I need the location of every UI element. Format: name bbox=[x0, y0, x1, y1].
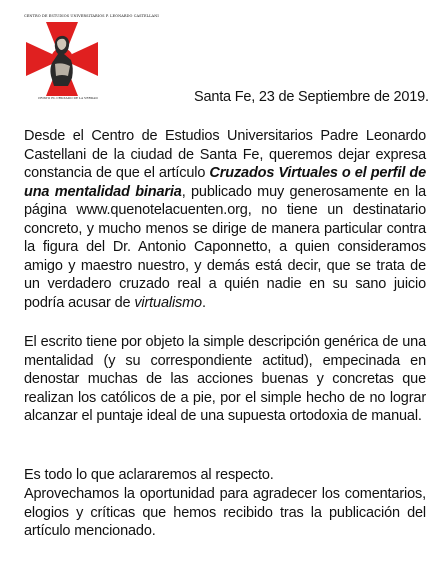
paragraph-1 bbox=[24, 127, 426, 312]
paragraph-3: Es todo lo que aclararemos al respecto. bbox=[24, 467, 274, 483]
article-title: Cruzados Virtuales o el perfil de una mentalidad binaria bbox=[24, 165, 427, 200]
logo-top-text: CENTRO DE ESTUDIOS UNIVERSITARIOS P. LEONARDO CASTELLANI bbox=[24, 14, 159, 18]
p1-text-a: Desde el Centro de Estudios Universitarios Padre Leonardo Castellani de la ciudad de Santa Fe, queremos dejar expresa constancia de que el artículo bbox=[24, 128, 426, 181]
p1-text-c: . bbox=[201, 294, 206, 311]
letter-date: Santa Fe, 23 de Septiembre de 2019. bbox=[194, 89, 429, 105]
p1-text-b: , publicado muy generosamente en la página www.quenotelacuenten.org, no tiene un destinatario concreto, y mucho menos se dirige de manera particular contra la figura del Dr. Antonio Caponnetto, a quien consideramos amigo y maestro nuestro, y demás está decir, que se trata de un verdadero cruzado real a quién nadie en su sano juicio podría acusar de bbox=[24, 183, 427, 311]
institution-logo bbox=[24, 14, 159, 108]
virtualismo-term: virtualismo bbox=[134, 294, 202, 311]
templar-cross-icon bbox=[24, 20, 100, 98]
paragraph-4: Aprovechamos la oportunidad para agradecer los comentarios, elogios y críticas que hemos recibido tras la publicación del artículo mencionado. bbox=[24, 486, 426, 539]
logo-bottom-text: CRISTO EL CRUZADO DE LA VERDAD bbox=[38, 96, 98, 100]
paragraph-2: El escrito tiene por objeto la simple descripción genérica de una mentalidad (y su correspondiente actitud), empecinada en denostar muchas de las acciones buenas y concretas que realizan los católicos de a pie, por el simple hecho de no lograr alcanzar el puntaje ideal de una supuesta ortodoxia de manual. bbox=[24, 334, 426, 424]
